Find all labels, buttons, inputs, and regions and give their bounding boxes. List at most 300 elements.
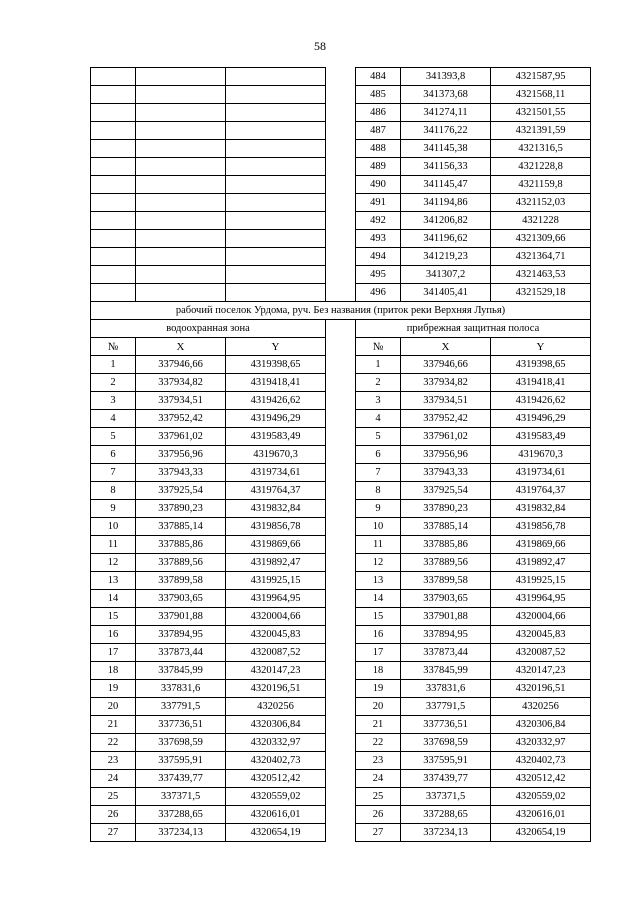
right-y-coordinate: 4319734,61 xyxy=(491,464,591,482)
table-row xyxy=(91,770,591,788)
left-x-coordinate: 337946,66 xyxy=(136,356,226,374)
continuation-row xyxy=(91,122,591,140)
empty-cell xyxy=(136,194,226,212)
left-y-coordinate: 4319426,62 xyxy=(226,392,326,410)
table-row xyxy=(91,716,591,734)
right-point-number: 20 xyxy=(356,698,401,716)
right-point-number: 27 xyxy=(356,824,401,842)
column-gap xyxy=(326,176,356,194)
left-x-coordinate: 337925,54 xyxy=(136,482,226,500)
right-point-number: 4 xyxy=(356,410,401,428)
table-row xyxy=(91,554,591,572)
left-y-coordinate: 4319734,61 xyxy=(226,464,326,482)
table-row xyxy=(91,626,591,644)
x-coordinate: 341176,22 xyxy=(401,122,491,140)
empty-cell xyxy=(91,86,136,104)
right-y-coordinate: 4319418,41 xyxy=(491,374,591,392)
right-x-coordinate: 337736,51 xyxy=(401,716,491,734)
right-y-coordinate: 4320654,19 xyxy=(491,824,591,842)
right-point-number: 6 xyxy=(356,446,401,464)
left-x-coordinate: 337934,82 xyxy=(136,374,226,392)
right-x-coordinate: 337371,5 xyxy=(401,788,491,806)
right-x-coordinate: 337961,02 xyxy=(401,428,491,446)
x-coordinate: 341219,23 xyxy=(401,248,491,266)
empty-cell xyxy=(91,194,136,212)
y-coordinate: 4321391,59 xyxy=(491,122,591,140)
left-col-x-header: X xyxy=(136,338,226,356)
right-y-coordinate: 4320147,23 xyxy=(491,662,591,680)
continuation-row xyxy=(91,176,591,194)
right-x-coordinate: 337934,82 xyxy=(401,374,491,392)
table-row xyxy=(91,518,591,536)
y-coordinate: 4321228,8 xyxy=(491,158,591,176)
table-row xyxy=(91,464,591,482)
continuation-row xyxy=(91,158,591,176)
column-gap xyxy=(326,158,356,176)
left-y-coordinate: 4320147,23 xyxy=(226,662,326,680)
empty-cell xyxy=(136,266,226,284)
column-gap xyxy=(326,662,356,680)
table-row xyxy=(91,428,591,446)
column-gap xyxy=(326,194,356,212)
x-coordinate: 341194,86 xyxy=(401,194,491,212)
column-gap xyxy=(326,554,356,572)
left-y-coordinate: 4320512,42 xyxy=(226,770,326,788)
column-gap xyxy=(326,752,356,770)
right-y-coordinate: 4320087,52 xyxy=(491,644,591,662)
empty-cell xyxy=(136,68,226,86)
empty-cell xyxy=(136,284,226,302)
right-y-coordinate: 4319964,95 xyxy=(491,590,591,608)
right-point-number: 7 xyxy=(356,464,401,482)
point-number: 493 xyxy=(356,230,401,248)
right-y-coordinate: 4319398,65 xyxy=(491,356,591,374)
left-point-number: 7 xyxy=(91,464,136,482)
left-x-coordinate: 337845,99 xyxy=(136,662,226,680)
point-number: 489 xyxy=(356,158,401,176)
empty-cell xyxy=(226,158,326,176)
column-gap xyxy=(326,122,356,140)
right-x-coordinate: 337885,14 xyxy=(401,518,491,536)
right-point-number: 19 xyxy=(356,680,401,698)
left-point-number: 23 xyxy=(91,752,136,770)
right-y-coordinate: 4319583,49 xyxy=(491,428,591,446)
right-point-number: 23 xyxy=(356,752,401,770)
left-point-number: 3 xyxy=(91,392,136,410)
x-coordinate: 341307,2 xyxy=(401,266,491,284)
empty-cell xyxy=(91,104,136,122)
x-coordinate: 341145,47 xyxy=(401,176,491,194)
left-y-coordinate: 4320087,52 xyxy=(226,644,326,662)
right-x-coordinate: 337845,99 xyxy=(401,662,491,680)
right-point-number: 16 xyxy=(356,626,401,644)
column-gap xyxy=(326,392,356,410)
empty-cell xyxy=(91,230,136,248)
left-x-coordinate: 337956,96 xyxy=(136,446,226,464)
column-gap xyxy=(326,626,356,644)
right-x-coordinate: 337439,77 xyxy=(401,770,491,788)
left-y-coordinate: 4320306,84 xyxy=(226,716,326,734)
left-col-number-header: № xyxy=(91,338,136,356)
left-point-number: 26 xyxy=(91,806,136,824)
column-gap xyxy=(326,356,356,374)
empty-cell xyxy=(226,194,326,212)
table-row xyxy=(91,356,591,374)
table-row xyxy=(91,536,591,554)
point-number: 485 xyxy=(356,86,401,104)
left-point-number: 25 xyxy=(91,788,136,806)
empty-cell xyxy=(91,140,136,158)
left-point-number: 9 xyxy=(91,500,136,518)
right-y-coordinate: 4320402,73 xyxy=(491,752,591,770)
y-coordinate: 4321228 xyxy=(491,212,591,230)
column-gap xyxy=(326,68,356,86)
left-x-coordinate: 337885,14 xyxy=(136,518,226,536)
left-point-number: 24 xyxy=(91,770,136,788)
continuation-row xyxy=(91,194,591,212)
empty-cell xyxy=(226,140,326,158)
column-gap xyxy=(326,788,356,806)
right-x-coordinate: 337873,44 xyxy=(401,644,491,662)
empty-cell xyxy=(226,248,326,266)
y-coordinate: 4321309,66 xyxy=(491,230,591,248)
right-x-coordinate: 337943,33 xyxy=(401,464,491,482)
water-protection-zone-title: водоохранная зона xyxy=(91,320,326,338)
point-number: 494 xyxy=(356,248,401,266)
point-number: 488 xyxy=(356,140,401,158)
column-gap xyxy=(326,482,356,500)
right-y-coordinate: 4319764,37 xyxy=(491,482,591,500)
left-point-number: 22 xyxy=(91,734,136,752)
right-y-coordinate: 4320559,02 xyxy=(491,788,591,806)
right-x-coordinate: 337956,96 xyxy=(401,446,491,464)
column-gap xyxy=(326,86,356,104)
continuation-row xyxy=(91,230,591,248)
right-point-number: 10 xyxy=(356,518,401,536)
table-row xyxy=(91,572,591,590)
column-gap xyxy=(326,500,356,518)
left-point-number: 20 xyxy=(91,698,136,716)
left-point-number: 8 xyxy=(91,482,136,500)
empty-cell xyxy=(136,158,226,176)
right-y-coordinate: 4320332,97 xyxy=(491,734,591,752)
left-y-coordinate: 4320256 xyxy=(226,698,326,716)
left-y-coordinate: 4319670,3 xyxy=(226,446,326,464)
y-coordinate: 4321529,18 xyxy=(491,284,591,302)
column-gap xyxy=(326,698,356,716)
right-x-coordinate: 337234,13 xyxy=(401,824,491,842)
y-coordinate: 4321152,03 xyxy=(491,194,591,212)
column-gap xyxy=(326,536,356,554)
column-gap xyxy=(326,284,356,302)
right-x-coordinate: 337885,86 xyxy=(401,536,491,554)
continuation-row xyxy=(91,104,591,122)
right-point-number: 8 xyxy=(356,482,401,500)
continuation-row xyxy=(91,248,591,266)
table-row xyxy=(91,824,591,842)
left-point-number: 12 xyxy=(91,554,136,572)
left-y-coordinate: 4320559,02 xyxy=(226,788,326,806)
y-coordinate: 4321316,5 xyxy=(491,140,591,158)
left-y-coordinate: 4320654,19 xyxy=(226,824,326,842)
empty-cell xyxy=(226,86,326,104)
left-x-coordinate: 337736,51 xyxy=(136,716,226,734)
column-gap xyxy=(326,464,356,482)
x-coordinate: 341393,8 xyxy=(401,68,491,86)
x-coordinate: 341145,38 xyxy=(401,140,491,158)
right-y-coordinate: 4320196,51 xyxy=(491,680,591,698)
column-gap xyxy=(326,428,356,446)
empty-cell xyxy=(91,158,136,176)
table-row xyxy=(91,500,591,518)
left-point-number: 21 xyxy=(91,716,136,734)
left-point-number: 18 xyxy=(91,662,136,680)
left-y-coordinate: 4320004,66 xyxy=(226,608,326,626)
empty-cell xyxy=(91,212,136,230)
left-y-coordinate: 4319398,65 xyxy=(226,356,326,374)
point-number: 495 xyxy=(356,266,401,284)
continuation-row xyxy=(91,86,591,104)
empty-cell xyxy=(226,104,326,122)
continuation-row xyxy=(91,68,591,86)
column-gap xyxy=(326,410,356,428)
right-y-coordinate: 4319832,84 xyxy=(491,500,591,518)
column-gap xyxy=(326,716,356,734)
y-coordinate: 4321568,11 xyxy=(491,86,591,104)
column-gap xyxy=(326,734,356,752)
right-point-number: 17 xyxy=(356,644,401,662)
empty-cell xyxy=(91,284,136,302)
right-x-coordinate: 337934,51 xyxy=(401,392,491,410)
left-x-coordinate: 337234,13 xyxy=(136,824,226,842)
right-point-number: 3 xyxy=(356,392,401,410)
empty-cell xyxy=(226,68,326,86)
table-row xyxy=(91,806,591,824)
right-y-coordinate: 4320616,01 xyxy=(491,806,591,824)
left-y-coordinate: 4319964,95 xyxy=(226,590,326,608)
table-row xyxy=(91,788,591,806)
right-point-number: 26 xyxy=(356,806,401,824)
right-col-x-header: X xyxy=(401,338,491,356)
left-y-coordinate: 4319496,29 xyxy=(226,410,326,428)
left-y-coordinate: 4319418,41 xyxy=(226,374,326,392)
right-point-number: 15 xyxy=(356,608,401,626)
column-gap xyxy=(326,320,356,338)
right-point-number: 13 xyxy=(356,572,401,590)
right-y-coordinate: 4319869,66 xyxy=(491,536,591,554)
left-x-coordinate: 337899,58 xyxy=(136,572,226,590)
left-y-coordinate: 4319764,37 xyxy=(226,482,326,500)
empty-cell xyxy=(226,212,326,230)
left-y-coordinate: 4320402,73 xyxy=(226,752,326,770)
left-point-number: 13 xyxy=(91,572,136,590)
right-x-coordinate: 337288,65 xyxy=(401,806,491,824)
right-y-coordinate: 4319925,15 xyxy=(491,572,591,590)
table-row xyxy=(91,698,591,716)
left-y-coordinate: 4319856,78 xyxy=(226,518,326,536)
right-y-coordinate: 4320512,42 xyxy=(491,770,591,788)
right-x-coordinate: 337890,23 xyxy=(401,500,491,518)
column-gap xyxy=(326,590,356,608)
empty-cell xyxy=(91,266,136,284)
left-x-coordinate: 337894,95 xyxy=(136,626,226,644)
column-gap xyxy=(326,374,356,392)
empty-cell xyxy=(136,176,226,194)
empty-cell xyxy=(91,68,136,86)
left-col-y-header: Y xyxy=(226,338,326,356)
table-row xyxy=(91,374,591,392)
empty-cell xyxy=(91,122,136,140)
right-x-coordinate: 337903,65 xyxy=(401,590,491,608)
y-coordinate: 4321159,8 xyxy=(491,176,591,194)
table-row xyxy=(91,608,591,626)
left-point-number: 16 xyxy=(91,626,136,644)
right-x-coordinate: 337946,66 xyxy=(401,356,491,374)
left-x-coordinate: 337371,5 xyxy=(136,788,226,806)
section-title: рабочий поселок Урдома, руч. Без названия (приток реки Верхняя Лупья) xyxy=(91,302,591,320)
left-y-coordinate: 4319583,49 xyxy=(226,428,326,446)
left-x-coordinate: 337595,91 xyxy=(136,752,226,770)
left-point-number: 4 xyxy=(91,410,136,428)
point-number: 484 xyxy=(356,68,401,86)
column-gap xyxy=(326,212,356,230)
column-gap xyxy=(326,266,356,284)
empty-cell xyxy=(91,176,136,194)
left-x-coordinate: 337698,59 xyxy=(136,734,226,752)
table-row xyxy=(91,644,591,662)
left-point-number: 15 xyxy=(91,608,136,626)
left-y-coordinate: 4320616,01 xyxy=(226,806,326,824)
left-x-coordinate: 337961,02 xyxy=(136,428,226,446)
right-col-number-header: № xyxy=(356,338,401,356)
empty-cell xyxy=(136,248,226,266)
column-gap xyxy=(326,572,356,590)
left-point-number: 10 xyxy=(91,518,136,536)
empty-cell xyxy=(136,212,226,230)
right-point-number: 2 xyxy=(356,374,401,392)
right-y-coordinate: 4319426,62 xyxy=(491,392,591,410)
column-gap xyxy=(326,770,356,788)
y-coordinate: 4321501,55 xyxy=(491,104,591,122)
right-x-coordinate: 337831,6 xyxy=(401,680,491,698)
right-y-coordinate: 4319496,29 xyxy=(491,410,591,428)
left-point-number: 17 xyxy=(91,644,136,662)
empty-cell xyxy=(136,230,226,248)
left-point-number: 14 xyxy=(91,590,136,608)
right-y-coordinate: 4319670,3 xyxy=(491,446,591,464)
point-number: 490 xyxy=(356,176,401,194)
right-point-number: 24 xyxy=(356,770,401,788)
column-gap xyxy=(326,518,356,536)
left-y-coordinate: 4319869,66 xyxy=(226,536,326,554)
column-gap xyxy=(326,248,356,266)
right-point-number: 11 xyxy=(356,536,401,554)
left-y-coordinate: 4319892,47 xyxy=(226,554,326,572)
empty-cell xyxy=(226,176,326,194)
continuation-row xyxy=(91,140,591,158)
table-row xyxy=(91,680,591,698)
table-row xyxy=(91,590,591,608)
table-row xyxy=(91,446,591,464)
right-col-y-header: Y xyxy=(491,338,591,356)
empty-cell xyxy=(226,122,326,140)
left-x-coordinate: 337791,5 xyxy=(136,698,226,716)
x-coordinate: 341196,62 xyxy=(401,230,491,248)
empty-cell xyxy=(226,230,326,248)
left-x-coordinate: 337952,42 xyxy=(136,410,226,428)
empty-cell xyxy=(226,284,326,302)
right-y-coordinate: 4320256 xyxy=(491,698,591,716)
right-x-coordinate: 337894,95 xyxy=(401,626,491,644)
column-gap xyxy=(326,644,356,662)
right-x-coordinate: 337952,42 xyxy=(401,410,491,428)
left-x-coordinate: 337901,88 xyxy=(136,608,226,626)
left-point-number: 5 xyxy=(91,428,136,446)
right-y-coordinate: 4320004,66 xyxy=(491,608,591,626)
x-coordinate: 341156,33 xyxy=(401,158,491,176)
continuation-row xyxy=(91,266,591,284)
point-number: 491 xyxy=(356,194,401,212)
right-point-number: 14 xyxy=(356,590,401,608)
left-point-number: 19 xyxy=(91,680,136,698)
continuation-row xyxy=(91,212,591,230)
right-y-coordinate: 4320306,84 xyxy=(491,716,591,734)
table-row xyxy=(91,410,591,428)
empty-cell xyxy=(136,104,226,122)
point-number: 496 xyxy=(356,284,401,302)
empty-cell xyxy=(91,248,136,266)
point-number: 492 xyxy=(356,212,401,230)
right-y-coordinate: 4319892,47 xyxy=(491,554,591,572)
left-x-coordinate: 337934,51 xyxy=(136,392,226,410)
left-x-coordinate: 337903,65 xyxy=(136,590,226,608)
table-row xyxy=(91,662,591,680)
column-gap xyxy=(326,140,356,158)
column-gap xyxy=(326,824,356,842)
left-x-coordinate: 337439,77 xyxy=(136,770,226,788)
point-number: 486 xyxy=(356,104,401,122)
left-x-coordinate: 337943,33 xyxy=(136,464,226,482)
right-x-coordinate: 337595,91 xyxy=(401,752,491,770)
y-coordinate: 4321587,95 xyxy=(491,68,591,86)
right-point-number: 25 xyxy=(356,788,401,806)
left-y-coordinate: 4319925,15 xyxy=(226,572,326,590)
left-point-number: 27 xyxy=(91,824,136,842)
right-x-coordinate: 337791,5 xyxy=(401,698,491,716)
table-row xyxy=(91,392,591,410)
right-x-coordinate: 337698,59 xyxy=(401,734,491,752)
right-point-number: 1 xyxy=(356,356,401,374)
empty-cell xyxy=(136,86,226,104)
left-point-number: 2 xyxy=(91,374,136,392)
column-gap xyxy=(326,446,356,464)
left-point-number: 6 xyxy=(91,446,136,464)
left-point-number: 11 xyxy=(91,536,136,554)
right-point-number: 5 xyxy=(356,428,401,446)
table-row xyxy=(91,734,591,752)
empty-cell xyxy=(136,140,226,158)
left-x-coordinate: 337288,65 xyxy=(136,806,226,824)
right-point-number: 12 xyxy=(356,554,401,572)
y-coordinate: 4321463,53 xyxy=(491,266,591,284)
right-point-number: 21 xyxy=(356,716,401,734)
right-point-number: 18 xyxy=(356,662,401,680)
left-x-coordinate: 337889,56 xyxy=(136,554,226,572)
x-coordinate: 341405,41 xyxy=(401,284,491,302)
page-number: 58 xyxy=(314,39,326,53)
right-x-coordinate: 337901,88 xyxy=(401,608,491,626)
left-point-number: 1 xyxy=(91,356,136,374)
